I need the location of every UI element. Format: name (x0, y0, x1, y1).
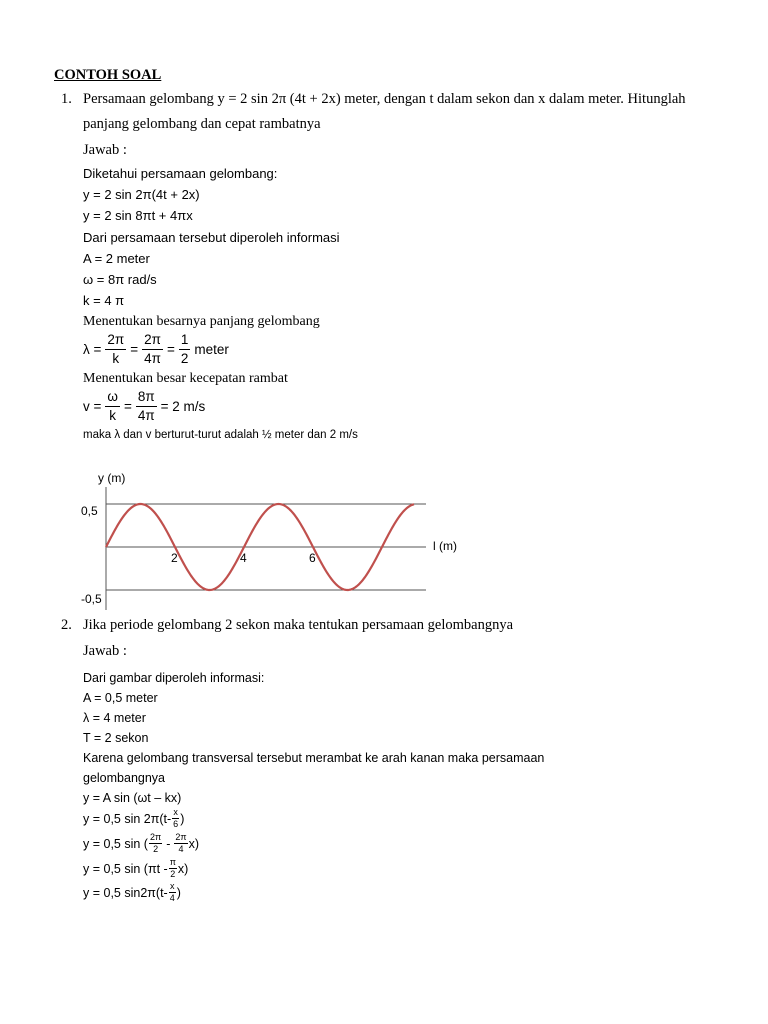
x-tick-label-6: 6 (309, 551, 316, 565)
velocity-lhs: v = (83, 398, 102, 414)
q1-conclusion: maka λ dan v berturut-turut adalah ½ meter dan 2 m/s (83, 429, 358, 441)
question-1-jawab: Jawab : (83, 142, 127, 158)
wave-graph (70, 465, 470, 615)
fraction-denominator: 4π (137, 407, 155, 423)
q1-velocity-title: Menentukan besar kecepatan rambat (83, 371, 288, 386)
q1-wave-number: k = 4 π (83, 293, 125, 308)
q2-step-5 (83, 882, 181, 903)
wave-grid (106, 487, 426, 610)
step-fraction (172, 808, 179, 829)
q1-lambda-title: Menentukan besarnya panjang gelombang (83, 314, 320, 329)
fraction-numerator: x (173, 807, 178, 817)
x-tick-label-2: 2 (171, 551, 178, 565)
x-axis-label: l (m) (433, 539, 457, 553)
lambda-unit: meter (194, 341, 229, 357)
q2-description-line1: Karena gelombang transversal tersebut merambat ke arah kanan maka persamaan (83, 751, 545, 765)
q1-info-title: Dari persamaan tersebut diperoleh informasi (83, 230, 340, 245)
fraction-numerator: 2π (149, 832, 162, 842)
q2-wavelength: λ = 4 meter (83, 711, 146, 725)
q2-step-3 (83, 833, 199, 854)
step-text: x) (177, 861, 189, 876)
x-tick-label-4: 4 (240, 551, 247, 565)
equals-sign: = (166, 341, 175, 357)
question-2-text: Jika periode gelombang 2 sekon maka tentukan persamaan gelombangnya (83, 617, 514, 633)
q2-step-4 (83, 858, 188, 879)
q2-amplitude: A = 0,5 meter (83, 691, 158, 705)
q2-info-title: Dari gambar diperoleh informasi: (83, 671, 265, 685)
fraction-numerator: 2π (175, 832, 187, 842)
fraction-denominator: 2 (180, 350, 189, 366)
lambda-fraction-2 (142, 333, 163, 365)
fraction-denominator: 4 (178, 844, 184, 854)
fraction-denominator: 6 (173, 819, 179, 829)
fraction-numerator: 8π (136, 390, 157, 407)
step-fraction (169, 882, 176, 903)
q2-step-1: y = A sin (ωt – kx) (83, 791, 182, 805)
fraction-numerator: 1 (179, 333, 191, 350)
fraction-denominator: k (109, 407, 117, 423)
q1-equation-1: y = 2 sin 2π(4t + 2x) (83, 187, 200, 202)
question-1-text-line1: Persamaan gelombang y = 2 sin 2π (4t + 2x) meter, dengan t dalam sekon dan x dalam meter. Hitunglah (83, 91, 686, 107)
fraction-numerator: 2π (105, 333, 126, 350)
q1-lambda-equation (83, 333, 229, 365)
q1-equation-2: y = 2 sin 8πt + 4πx (83, 208, 193, 223)
fraction-denominator: 2 (170, 869, 176, 879)
q2-period: T = 2 sekon (83, 731, 149, 745)
equals-sign: = (123, 398, 132, 414)
question-2-number: 2. (61, 617, 72, 633)
question-1-number: 1. (61, 91, 72, 107)
fraction-numerator: π (169, 857, 176, 867)
step-text: y = 0,5 sin (πt - (83, 861, 168, 876)
step-text: ) (176, 885, 181, 900)
fraction-numerator: ω (105, 390, 120, 407)
fraction-numerator: 2π (142, 333, 163, 350)
fraction-denominator: 2 (153, 844, 159, 854)
fraction-denominator: 4π (144, 350, 161, 366)
step-text: x) (188, 836, 199, 851)
fraction-denominator: k (112, 350, 120, 366)
step-text: y = 0,5 sin2π(t- (83, 885, 168, 900)
velocity-fraction-2 (136, 390, 157, 422)
step-fraction (149, 833, 162, 854)
q1-amplitude: A = 2 meter (83, 251, 150, 266)
lambda-fraction-3 (179, 333, 191, 365)
q1-velocity-equation (83, 390, 205, 422)
equals-sign: = (130, 341, 139, 357)
velocity-fraction-1 (105, 390, 120, 422)
fraction-denominator: 4 (169, 893, 175, 903)
section-heading: CONTOH SOAL (54, 67, 162, 83)
fraction-numerator: x (169, 881, 175, 891)
q1-omega: ω = 8π rad/s (83, 272, 157, 287)
step-text: - (166, 836, 171, 851)
wave-x-ticks (171, 551, 316, 565)
step-text: y = 0,5 sin ( (83, 836, 148, 851)
q2-description-line2: gelombangnya (83, 771, 166, 785)
step-fraction (174, 833, 187, 854)
lambda-fraction-1 (105, 333, 126, 365)
step-fraction (169, 858, 177, 879)
velocity-result: = 2 m/s (160, 398, 206, 414)
step-text: y = 0,5 sin 2π(t- (83, 811, 172, 826)
question-2-jawab: Jawab : (83, 643, 127, 659)
step-text: ) (180, 811, 185, 826)
lambda-lhs: λ = (83, 341, 102, 357)
y-tick-label-top: 0,5 (81, 504, 98, 518)
y-tick-label-bottom: -0,5 (81, 592, 102, 606)
y-axis-label: y (m) (98, 471, 126, 485)
q1-known-title: Diketahui persamaan gelombang: (83, 166, 278, 181)
question-1-text-line2: panjang gelombang dan cepat rambatnya (83, 116, 321, 132)
q2-step-2 (83, 808, 184, 829)
